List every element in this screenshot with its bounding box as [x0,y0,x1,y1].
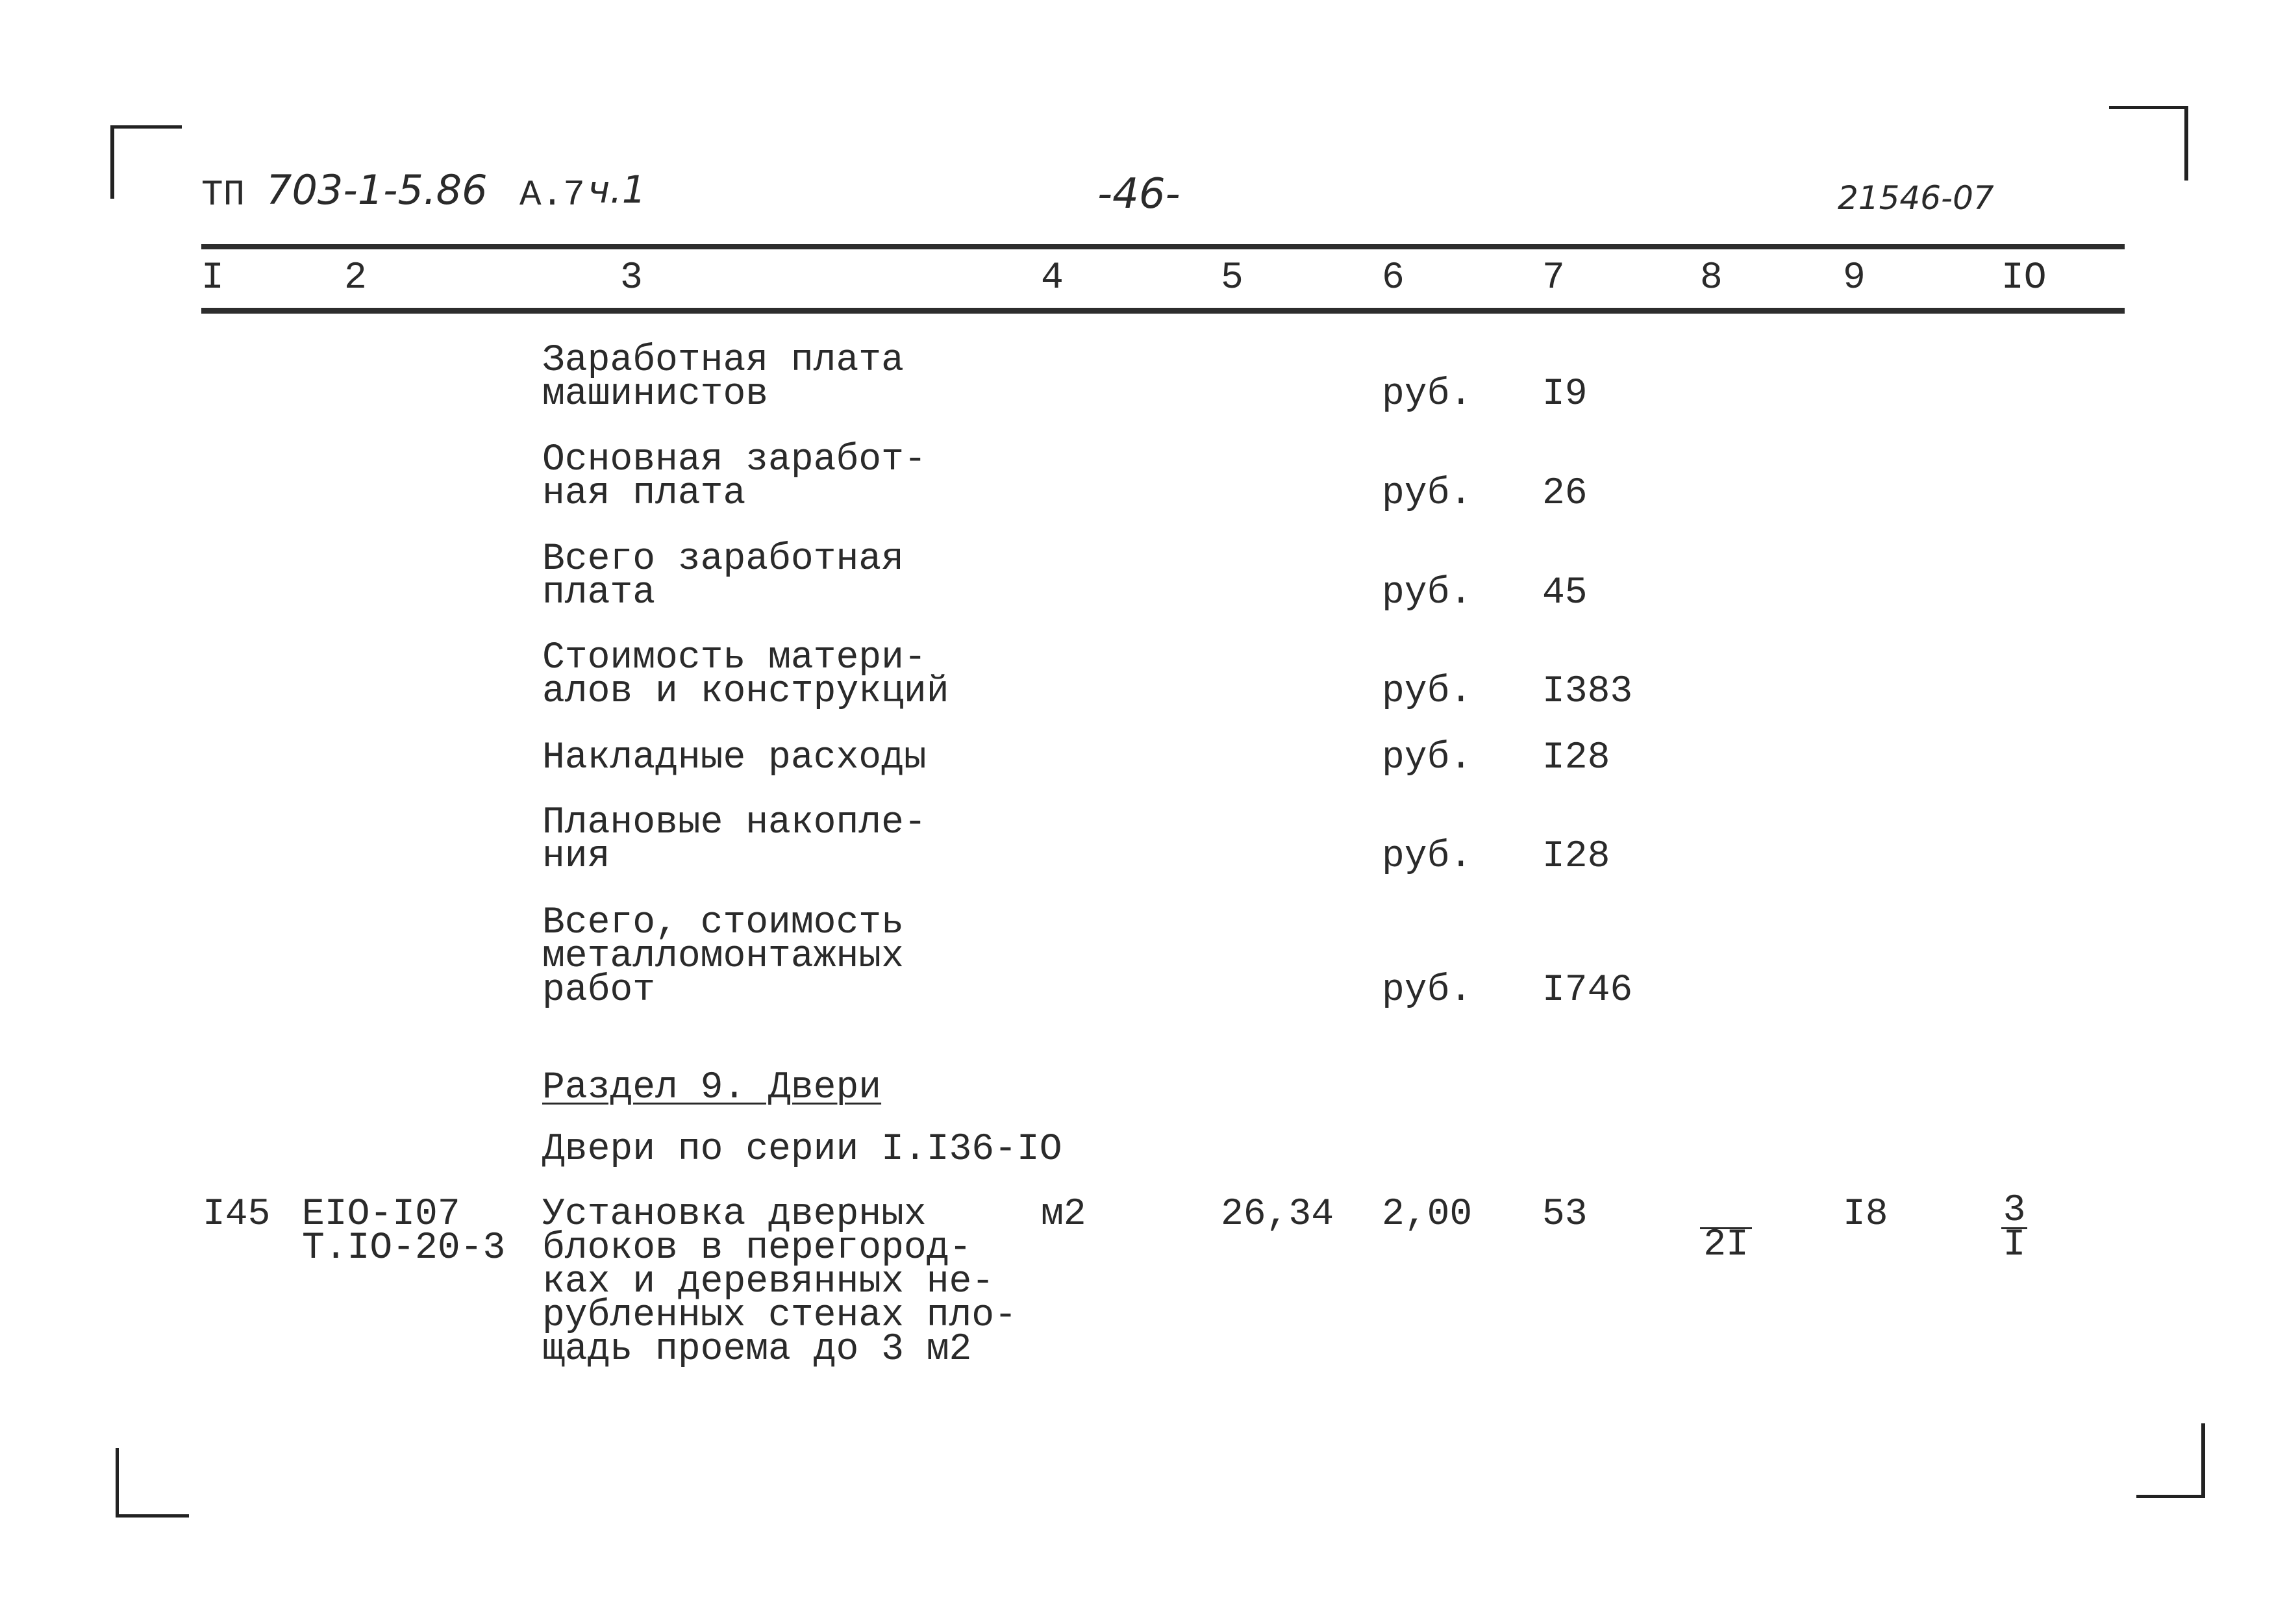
section-title: Раздел 9. Двери [542,1067,882,1109]
tp-prefix: ТП [201,174,245,216]
part-label: ч.1 [588,168,646,212]
column-number: 2 [344,257,367,299]
item-quantity: 26,34 [1221,1193,1334,1236]
item-col8-fraction [1700,1195,1752,1266]
column-number: 9 [1843,257,1866,299]
summary-row-description: Всего заработная плата [542,538,904,614]
item-col10-denominator: I [2003,1224,2026,1266]
summary-row-description: Стоимость матери- алов и конструкций [542,637,949,713]
summary-row-value: I28 [1542,836,1610,878]
item-col7-value: 53 [1542,1193,1588,1236]
item-col10-numerator: 3 [2001,1195,2027,1229]
item-number: I45 [203,1193,271,1236]
corner-mark-bottom-left [116,1448,189,1518]
header-rule-top [201,244,2125,249]
summary-row-unit: руб. [1382,969,1473,1012]
item-description: Установка дверных блоков в перегород- ках и деревянных не- рубленных стенах пло- щадь проема до 3 м2 [542,1193,1017,1371]
column-number: 7 [1542,257,1565,299]
column-number: 5 [1221,257,1243,299]
column-number: I [201,257,224,299]
item-unit: м2 [1041,1193,1086,1236]
summary-row-description: Основная заработ- ная плата [542,439,927,515]
summary-row-unit: руб. [1382,836,1473,878]
column-number: 6 [1382,257,1405,299]
summary-row-value: I746 [1542,969,1633,1012]
corner-mark-bottom-right [2136,1423,2205,1498]
page-number: -46- [1097,170,1181,218]
item-col10-fraction [2001,1190,2027,1266]
column-number: 3 [620,257,643,299]
summary-row-unit: руб. [1382,473,1473,515]
summary-row-value: I9 [1542,373,1588,416]
summary-row-description: Накладные расходы [542,737,927,779]
summary-row-value: 26 [1542,473,1588,515]
summary-row-unit: руб. [1382,671,1473,713]
corner-mark-top-right [2109,106,2188,181]
item-col6-value: 2,00 [1382,1193,1473,1236]
column-number: 4 [1041,257,1064,299]
summary-row-unit: руб. [1382,737,1473,779]
item-code: EIO-I07 Т.IO-20-3 [302,1193,506,1269]
corner-mark-top-left [110,125,182,199]
section-subtitle: Двери по серии I.I36-IO [542,1129,1062,1171]
summary-row-description: Плановые накопле- ния [542,802,927,878]
item-col8-denominator: 2I [1703,1224,1749,1266]
summary-row-unit: руб. [1382,572,1473,614]
summary-row-description: Всего, стоимость металломонтажных работ [542,902,904,1012]
column-number: 8 [1700,257,1723,299]
summary-row-unit: руб. [1382,373,1473,416]
header-rule-bottom [201,308,2125,314]
summary-row-value: I383 [1542,671,1633,713]
album-label: А.7 [519,174,585,216]
column-number: IO [2001,257,2047,299]
summary-row-value: 45 [1542,572,1588,614]
summary-row-value: I28 [1542,737,1610,779]
item-col9-value: I8 [1843,1193,1888,1236]
summary-row-description: Заработная плата машинистов [542,340,904,416]
tp-number: 703-1-5.86 [266,166,488,214]
sheet-code: 21546-07 [1838,179,1994,217]
